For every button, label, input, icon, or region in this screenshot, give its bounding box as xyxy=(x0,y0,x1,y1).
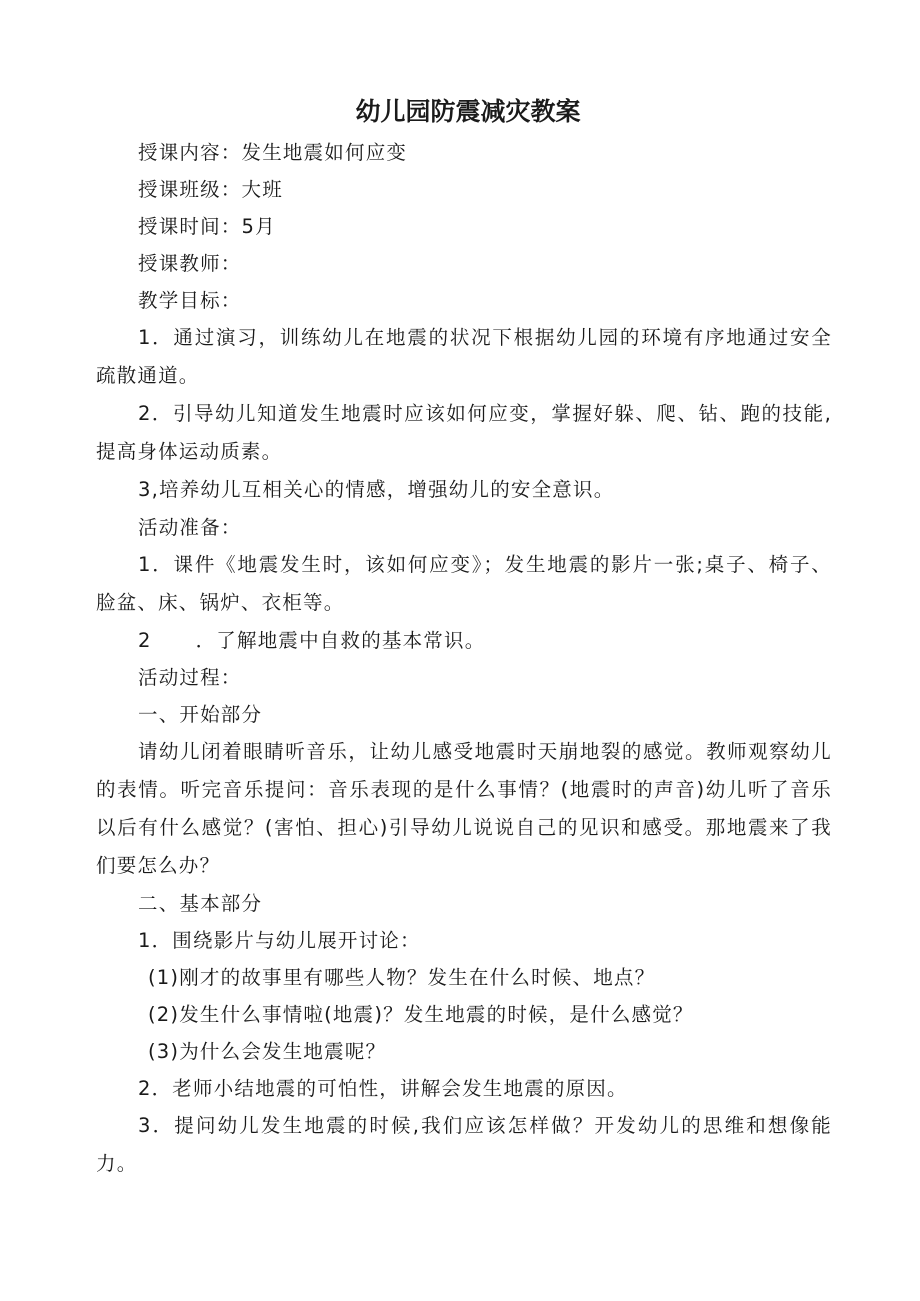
step-3: 3．提问幼儿发生地震的时候,我们应该怎样做？开发幼儿的思维和想像能力。 xyxy=(96,1114,832,1175)
lesson-teacher: 授课教师： xyxy=(138,252,242,275)
prep-2-number: 2 xyxy=(138,629,152,652)
prep-2 xyxy=(96,622,832,659)
prep-2-text: ．了解地震中自救的基本常识。 xyxy=(195,629,486,652)
goal-2: 2．引导幼儿知道发生地震时应该如何应变，掌握好躲、爬、钻、跑的技能,提高身体运动质素。 xyxy=(96,402,832,463)
prep-1: 1．课件《地震发生时，该如何应变》；发生地震的影片一张;桌子、椅子、脸盆、床、锅炉、衣柜等。 xyxy=(96,553,832,614)
part-1-text: 请幼儿闭着眼睛听音乐，让幼儿感受地震时天崩地裂的感觉。教师观察幼儿的表情。听完音乐提问：音乐表现的是什么事情？(地震时的声音)幼儿听了音乐以后有什么感觉？(害怕、担心)引导幼儿说说自己的见识和感受。那地震来了我们要怎么办？ xyxy=(96,740,832,877)
process-heading: 活动过程： xyxy=(138,666,242,689)
lesson-class: 授课班级：大班 xyxy=(138,178,283,201)
step-2: 2．老师小结地震的可怕性，讲解会发生地震的原因。 xyxy=(138,1077,628,1100)
lesson-content: 授课内容：发生地震如何应变 xyxy=(138,141,408,164)
question-2: (2)发生什么事情啦(地震)？发生地震的时候，是什么感觉？ xyxy=(148,1003,694,1026)
document-title: 幼儿园防震减灾教案 xyxy=(355,97,581,126)
goal-1: 1．通过演习，训练幼儿在地震的状况下根据幼儿园的环境有序地通过安全疏散通道。 xyxy=(96,326,832,387)
question-3: (3)为什么会发生地震呢？ xyxy=(148,1040,387,1063)
part-2-heading: 二、基本部分 xyxy=(138,892,263,915)
prep-heading: 活动准备： xyxy=(138,516,242,539)
goal-3: 3,培养幼儿互相关心的情感，增强幼儿的安全意识。 xyxy=(138,478,615,501)
goals-heading: 教学目标： xyxy=(138,289,242,312)
lesson-time: 授课时间：5月 xyxy=(138,215,276,238)
part-1-heading: 一、开始部分 xyxy=(138,703,263,726)
step-1: 1．围绕影片与幼儿展开讨论： xyxy=(138,929,421,952)
question-1: (1)刚才的故事里有哪些人物？发生在什么时候、地点？ xyxy=(148,966,656,989)
